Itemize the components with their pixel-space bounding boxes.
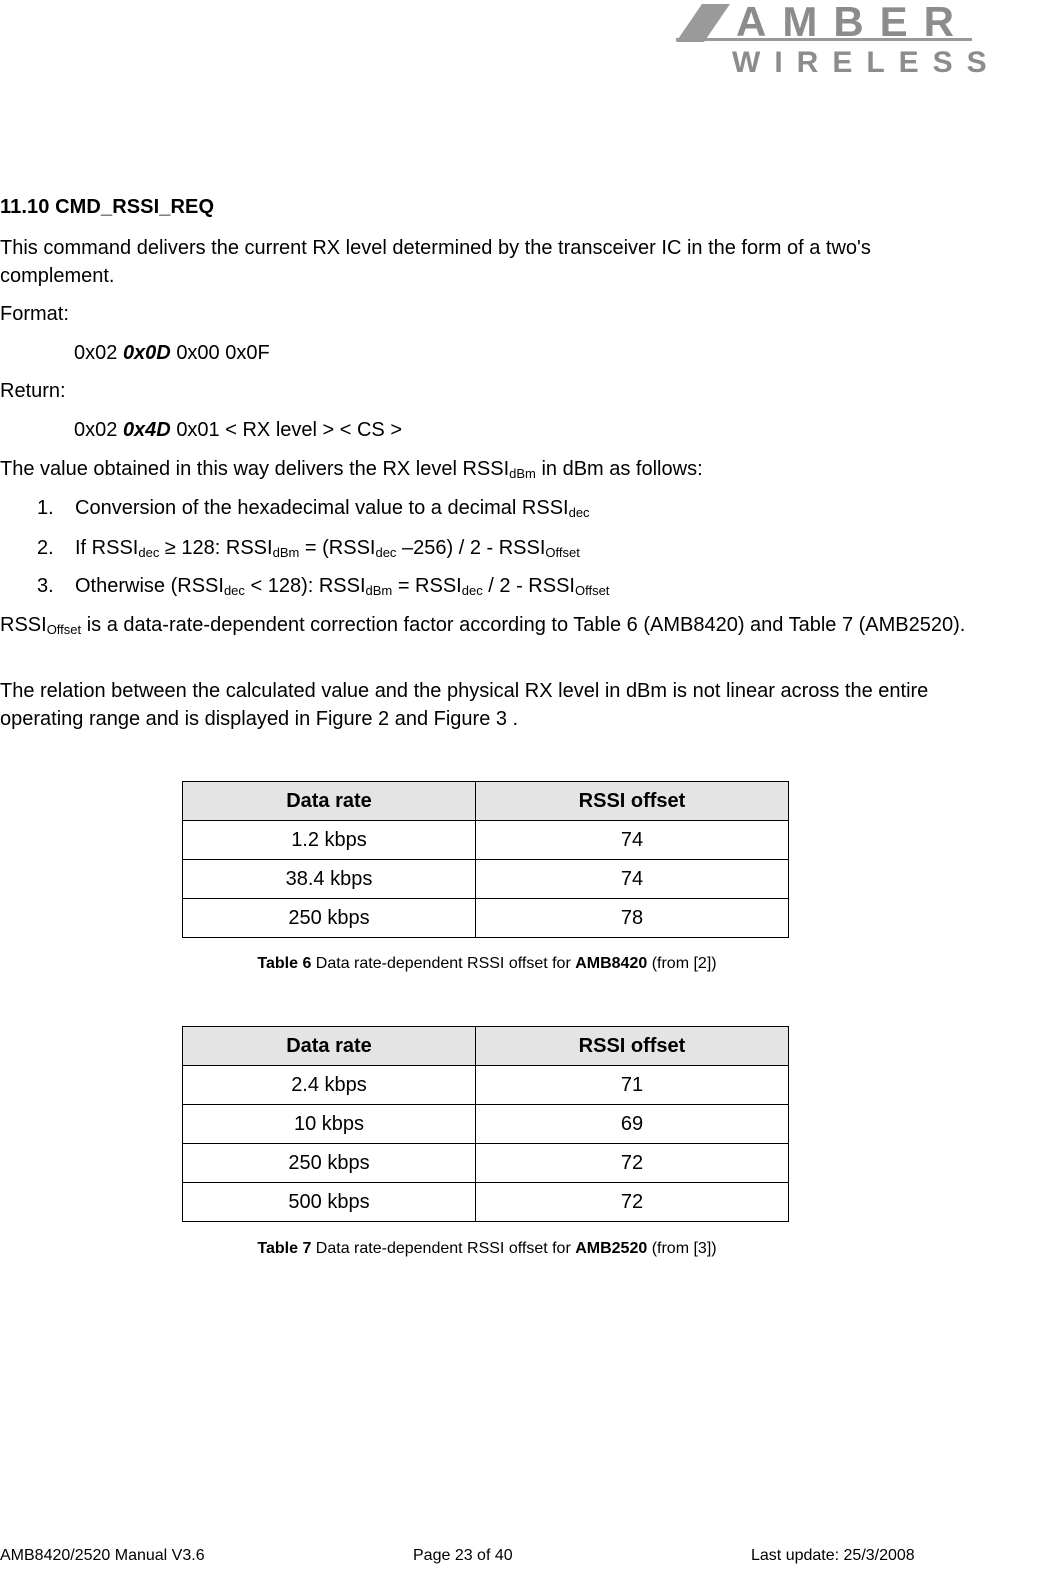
step-sub: dBm	[365, 583, 393, 598]
value-text-after: in dBm as follows:	[535, 458, 703, 480]
step-text: = (RSSI	[299, 537, 376, 559]
format-label: Format:	[0, 303, 69, 325]
table-header-row	[183, 1027, 789, 1066]
intro-paragraph: This command delivers the current RX level determined by the transceiver IC in the form of a two's complement.	[0, 237, 871, 287]
return-label: Return:	[0, 380, 66, 402]
value-text-before: The value obtained in this way delivers the RX level RSSI	[0, 458, 510, 480]
step-number: 1.	[37, 497, 54, 519]
format-cmd-code: 0x0D	[122, 342, 171, 364]
logo-line2: WIRELESS	[732, 46, 1001, 79]
format-suffix: 0x00 0x0F	[176, 342, 270, 364]
caption-source: (from [3])	[647, 1240, 717, 1257]
table-row	[183, 860, 789, 899]
return-prefix: 0x02	[74, 419, 118, 441]
return-cmd-code: 0x4D	[122, 419, 171, 441]
step-sub: dec	[375, 545, 397, 560]
step-sub: Offset	[545, 545, 580, 560]
caption-text: Data rate-dependent RSSI offset for	[311, 955, 576, 972]
step-item	[37, 534, 580, 562]
footer-manual: AMB8420/2520 Manual V3.6	[0, 1547, 205, 1564]
step-text: < 128): RSSI	[244, 575, 366, 597]
step-number: 3.	[37, 575, 54, 597]
step-sub: dec	[461, 583, 483, 598]
table-cell: 500 kbps	[183, 1183, 476, 1222]
step-text: If RSSI	[75, 537, 139, 559]
offset-text-before: RSSI	[0, 614, 47, 636]
step-text: Otherwise (RSSI	[75, 575, 224, 597]
step-number: 2.	[37, 537, 54, 559]
relation-paragraph: The relation between the calculated value and the physical RX level in dBm is not linear across the entire operating range and is displayed in Figure 2 and Figure 3 .	[0, 680, 929, 730]
offset-text-sub: Offset	[46, 622, 82, 637]
caption-label: Table 6	[257, 955, 312, 972]
table-row	[183, 899, 789, 938]
offset-paragraph	[0, 611, 968, 639]
table-row	[183, 1183, 789, 1222]
step-text: ≥ 128: RSSI	[159, 537, 273, 559]
step-sub: dBm	[272, 545, 300, 560]
offset-text-after: is a data-rate-dependent correction factor according to Table 6 (AMB8420) and Table 7 (AMB2520).	[81, 614, 966, 636]
step-item	[37, 572, 609, 600]
value-text-sub: dBm	[509, 466, 536, 481]
table-7	[182, 1026, 789, 1222]
table-cell: 38.4 kbps	[183, 860, 476, 899]
section-number: 11.10	[0, 196, 50, 218]
step-text: –256) / 2 - RSSI	[396, 537, 546, 559]
value-paragraph	[0, 455, 968, 483]
step-sub: dec	[568, 505, 590, 520]
table-cell: 74	[476, 821, 789, 860]
footer-last-update: Last update: 25/3/2008	[751, 1547, 915, 1564]
column-header: RSSI offset	[476, 1027, 789, 1066]
section-title: CMD_RSSI_REQ	[55, 196, 215, 218]
step-sub: Offset	[574, 583, 610, 598]
format-prefix: 0x02	[74, 342, 118, 364]
step-item	[37, 494, 590, 522]
table-cell: 250 kbps	[183, 1144, 476, 1183]
table-6-caption	[0, 955, 974, 973]
table-7-caption	[0, 1240, 974, 1258]
step-text: = RSSI	[392, 575, 462, 597]
table-6	[182, 781, 789, 938]
step-text: / 2 - RSSI	[482, 575, 575, 597]
caption-source: (from [2])	[647, 955, 717, 972]
caption-product: AMB2520	[575, 1240, 648, 1257]
return-suffix: 0x01 < RX level > < CS >	[176, 419, 402, 441]
amber-wireless-logo	[672, 0, 1001, 80]
table-cell: 10 kbps	[183, 1105, 476, 1144]
section-heading	[0, 196, 214, 219]
table-cell: 250 kbps	[183, 899, 476, 938]
table-cell: 72	[476, 1183, 789, 1222]
table-row	[183, 1105, 789, 1144]
table-row	[183, 821, 789, 860]
table-cell: 69	[476, 1105, 789, 1144]
table-cell: 2.4 kbps	[183, 1066, 476, 1105]
table-cell: 1.2 kbps	[183, 821, 476, 860]
return-command	[74, 416, 1042, 444]
column-header: Data rate	[183, 782, 476, 821]
caption-label: Table 7	[257, 1240, 312, 1257]
format-command	[74, 339, 1042, 367]
step-sub: dec	[223, 583, 245, 598]
footer-page-number: Page 23 of 40	[413, 1547, 513, 1564]
logo-line1: AMBER	[736, 0, 970, 45]
table-cell: 71	[476, 1066, 789, 1105]
step-sub: dec	[138, 545, 160, 560]
table-header-row	[183, 782, 789, 821]
caption-text: Data rate-dependent RSSI offset for	[311, 1240, 576, 1257]
column-header: Data rate	[183, 1027, 476, 1066]
step-text: Conversion of the hexadecimal value to a decimal RSSI	[75, 497, 569, 519]
column-header: RSSI offset	[476, 782, 789, 821]
table-row	[183, 1144, 789, 1183]
table-cell: 74	[476, 860, 789, 899]
table-cell: 78	[476, 899, 789, 938]
table-row	[183, 1066, 789, 1105]
table-cell: 72	[476, 1144, 789, 1183]
caption-product: AMB8420	[575, 955, 648, 972]
